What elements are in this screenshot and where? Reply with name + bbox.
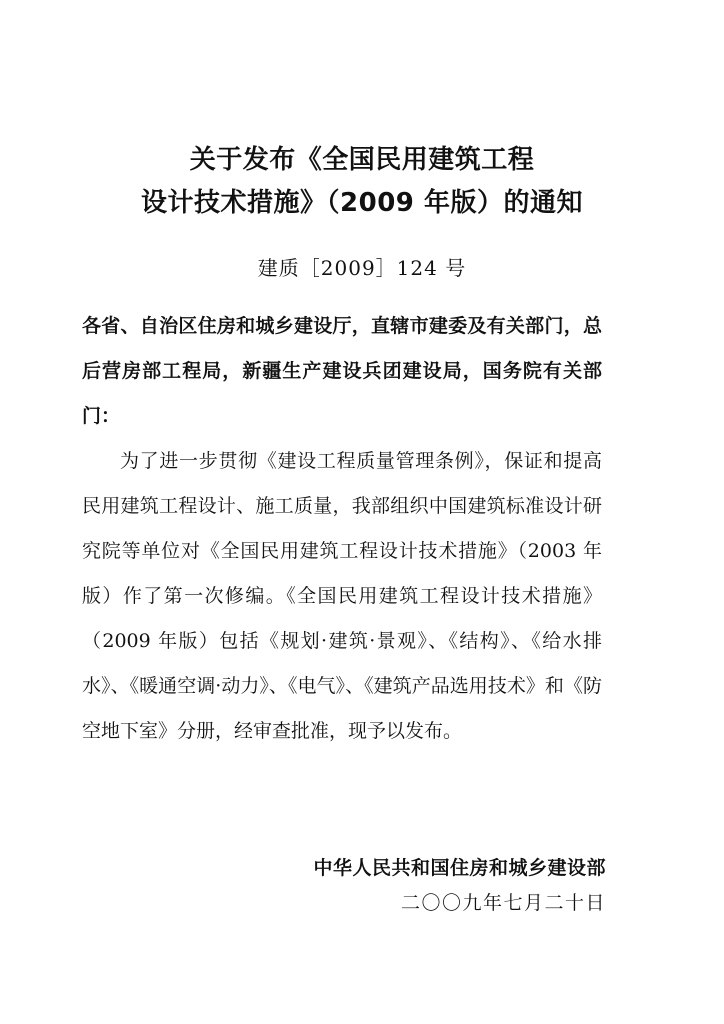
document-number: 建质［2009］124 号 bbox=[257, 256, 467, 280]
body-paragraph: 为了进一步贯彻《建设工程质量管理条例》，保证和提高民用建筑工程设计、施工质量，我部组织中国建筑标准设计研究院等单位对《全国民用建筑工程设计技术措施》（2003 年版）作了第一次修编。《全国民用建筑工程设计技术措施》（2009 年版）包括《规划·建筑·景观》、《结构》、《给水排水》、《暖通空调·动力》、《电气》、《建筑产品选用技术》和《防空地下室》分册，经审查批准，现予以发布。 bbox=[82, 450, 602, 742]
issuing-authority: 中华人民共和国住房和城乡建设部 bbox=[313, 857, 606, 879]
notice-title-line-1: 关于发布《全国民用建筑工程 bbox=[189, 145, 535, 175]
notice-title-line-2: 设计技术措施》（2009 年版）的通知 bbox=[141, 188, 583, 218]
addressee: 各省、自治区住房和城乡建设厅，直辖市建委及有关部门，总后营房部工程局，新疆生产建设兵团建设局，国务院有关部门： bbox=[82, 315, 602, 427]
issue-date: 二〇〇九年七月二十日 bbox=[400, 892, 606, 914]
